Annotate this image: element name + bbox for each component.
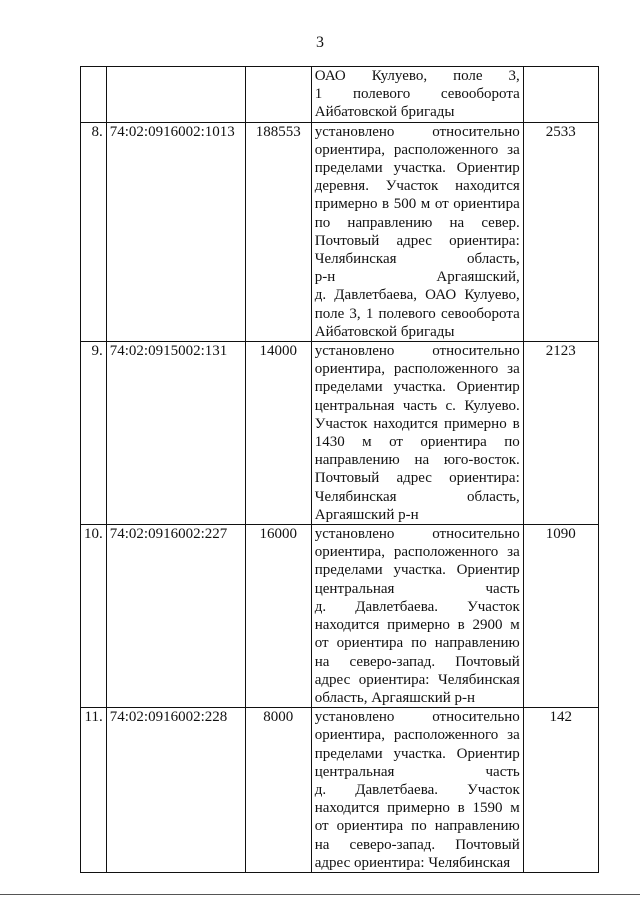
location-line: от ориентира по направлению <box>314 635 520 652</box>
location-line: от ориентира по направлению <box>314 818 520 835</box>
location-line: Айбатовской бригады <box>314 104 455 121</box>
location-line: д. Давлетбаева, ОАО Кулуево, <box>314 287 520 304</box>
bottom-rule <box>0 894 640 895</box>
land-plots-table <box>80 66 599 873</box>
location-line: центральная часть <box>314 763 520 780</box>
location-line: Почтовый адрес ориентира: <box>314 470 520 487</box>
page-number: 3 <box>316 34 324 51</box>
area-cell <box>245 67 311 123</box>
location-line: Челябинская область, <box>314 488 520 505</box>
location-line: адрес ориентира: Челябинская <box>314 854 511 871</box>
location-line: установлено относительно <box>314 343 520 360</box>
cadastral-number-cell: 74:02:0915002:131 <box>106 342 245 525</box>
location-line: 1430 м от ориентира по <box>314 434 520 451</box>
location-line: центральная часть с. Кулуево. <box>314 397 520 414</box>
table-row <box>81 67 599 123</box>
table-row <box>81 708 599 873</box>
location-line: установлено относительно <box>314 709 520 726</box>
row-number-cell <box>81 67 107 123</box>
location-line: деревня. Участок находится <box>314 178 520 195</box>
location-line: пределами участка. Ориентир <box>314 562 520 579</box>
location-line: пределами участка. Ориентир <box>314 379 520 396</box>
row-number-cell: 9. <box>81 342 107 525</box>
row-number-cell: 11. <box>81 708 107 873</box>
row-number-cell: 8. <box>81 122 107 341</box>
location-description-cell <box>311 525 523 708</box>
location-line: на северо-запад. Почтовый <box>314 836 520 853</box>
location-line: Почтовый адрес ориентира: <box>314 232 520 249</box>
location-line: адрес ориентира: Челябинская <box>314 671 520 688</box>
location-line: д. Давлетбаева. Участок <box>314 781 520 798</box>
cadastral-number-cell: 74:02:0916002:227 <box>106 525 245 708</box>
location-description-cell <box>311 342 523 525</box>
location-line: пределами участка. Ориентир <box>314 745 520 762</box>
cadastral-number-cell: 74:02:0916002:1013 <box>106 122 245 341</box>
location-line: ОАО Кулуево, поле 3, <box>314 68 520 84</box>
location-line: ориентира, расположенного за <box>314 727 520 744</box>
value-cell: 142 <box>523 708 598 873</box>
area-cell: 8000 <box>245 708 311 873</box>
location-line: д. Давлетбаева. Участок <box>314 598 520 615</box>
location-line: центральная часть <box>314 580 520 597</box>
location-description-cell <box>311 122 523 341</box>
location-line: по направлению на север. <box>314 214 520 231</box>
location-line: ориентира, расположенного за <box>314 361 520 378</box>
location-line: установлено относительно <box>314 123 520 140</box>
location-description-cell <box>311 67 523 123</box>
location-line: Айбатовской бригады <box>314 323 455 340</box>
location-line: примерно в 500 м от ориентира <box>314 196 520 213</box>
location-line: поле 3, 1 полевого севооборота <box>314 305 520 322</box>
location-description-cell <box>311 708 523 873</box>
area-cell: 14000 <box>245 342 311 525</box>
value-cell: 2533 <box>523 122 598 341</box>
location-line: установлено относительно <box>314 526 520 543</box>
cadastral-number-cell <box>106 67 245 123</box>
area-cell: 16000 <box>245 525 311 708</box>
table-row <box>81 122 599 341</box>
value-cell <box>523 67 598 123</box>
area-cell: 188553 <box>245 122 311 341</box>
location-line: находится примерно в 2900 м <box>314 617 520 634</box>
location-line: ориентира, расположенного за <box>314 544 520 561</box>
table-row <box>81 342 599 525</box>
value-cell: 2123 <box>523 342 598 525</box>
location-line: область, Аргаяшский р-н <box>314 689 476 706</box>
table-row <box>81 525 599 708</box>
location-line: 1 полевого севооборота <box>314 86 520 103</box>
location-line: ориентира, расположенного за <box>314 141 520 158</box>
row-number-cell: 10. <box>81 525 107 708</box>
land-plots-table-body <box>81 67 599 873</box>
location-line: находится примерно в 1590 м <box>314 800 520 817</box>
location-line: Аргаяшский р-н <box>314 506 419 523</box>
location-line: на северо-запад. Почтовый <box>314 653 520 670</box>
location-line: направлению на юго-восток. <box>314 452 520 469</box>
location-line: р-н Аргаяшский, <box>314 269 520 286</box>
value-cell: 1090 <box>523 525 598 708</box>
location-line: Участок находится примерно в <box>314 415 520 432</box>
cadastral-number-cell: 74:02:0916002:228 <box>106 708 245 873</box>
location-line: Челябинская область, <box>314 251 520 268</box>
location-line: пределами участка. Ориентир <box>314 160 520 177</box>
